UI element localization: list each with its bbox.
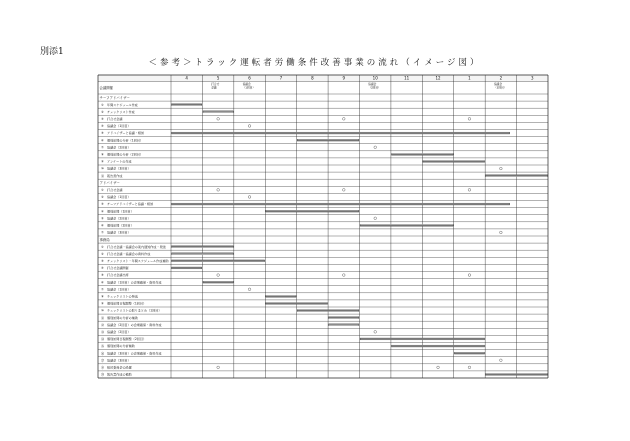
- row-number: ⑭: [101, 337, 105, 342]
- meeting-circle: [217, 118, 220, 121]
- header-row-background: [98, 75, 548, 82]
- row-number: ⑩: [101, 166, 104, 171]
- row-label: 打合せ会議・協議会の案内通知作成・発送: [107, 244, 166, 249]
- month-header-2: 2: [499, 75, 503, 81]
- row-number: ⑪: [101, 315, 105, 320]
- meeting-circle: [217, 366, 220, 369]
- month-header-5: 5: [216, 75, 220, 81]
- row-number: ⑦: [101, 287, 104, 292]
- row-number: ⑰: [101, 358, 105, 363]
- row-number: ②: [101, 109, 104, 114]
- meeting-circle: [342, 189, 345, 192]
- row-number: ⑨: [101, 301, 104, 306]
- row-label: 協議会（3回目）の会場確保・資料作成: [107, 351, 162, 356]
- row-label: 協議会（3回目）: [107, 166, 131, 171]
- row-label: チェックリスト・年間スケジュール作成補助: [107, 258, 169, 263]
- meeting-circle: [500, 231, 503, 234]
- row-number: ④: [101, 266, 104, 271]
- row-number: ⑤: [101, 131, 104, 136]
- row-label: 検討委員会の設置: [107, 365, 132, 370]
- meeting-circle: [248, 125, 251, 128]
- row-number: ⑥: [101, 223, 104, 228]
- document-label: 別添1: [40, 47, 64, 57]
- row-number: ⑫: [101, 322, 105, 327]
- month-header-4: 4: [185, 75, 188, 81]
- document-title: ＜参考＞トラック運転者労働条件改善事業の流れ（イメージ図）: [148, 58, 482, 68]
- row-label: 個別訪問（1回目）: [107, 209, 134, 214]
- row-label: 協議会（1回目）: [107, 124, 131, 129]
- meeting-circle: [468, 189, 471, 192]
- row-number: ①: [101, 187, 104, 192]
- meeting-note: （3回目）: [493, 85, 507, 90]
- row-label: 個別訪問の分析（1回目）: [107, 138, 143, 143]
- row-label: 個別訪問の分析補助: [107, 344, 135, 349]
- row-number: ⑥: [101, 138, 104, 143]
- row-number: ⑤: [101, 216, 104, 221]
- row-label: 協議会（1回目）: [107, 195, 131, 200]
- row-number: ⑮: [101, 344, 105, 349]
- meeting-circle: [374, 217, 377, 220]
- section-label: 会議開催: [99, 85, 114, 90]
- meeting-circle: [500, 167, 503, 170]
- meeting-circle: [342, 274, 345, 277]
- row-number: ⑦: [101, 230, 104, 235]
- month-header-9: 9: [342, 75, 346, 81]
- row-label: 打合せ会議・協議会の資料作成: [107, 251, 151, 256]
- row-number: ①: [101, 244, 104, 249]
- row-label: 報告書作成の補助: [107, 372, 132, 377]
- row-label: 打合せ会議: [107, 116, 123, 121]
- meeting-circle: [217, 189, 220, 192]
- row-number: ②: [101, 195, 104, 200]
- row-label: 協議会（2回目）の会場確保・資料作成: [107, 322, 162, 327]
- row-label: 協議会（2回目）: [107, 216, 131, 221]
- row-number: ⑩: [101, 308, 104, 313]
- row-label: チェックリスト作成: [107, 109, 135, 114]
- row-number: ⑱: [101, 365, 105, 370]
- month-header-11: 11: [404, 75, 410, 81]
- row-number: ③: [101, 258, 104, 263]
- section-label: アドバイザー: [99, 180, 120, 185]
- row-number: ⑥: [101, 280, 104, 285]
- row-label: 打合せ会議開催: [107, 266, 129, 271]
- month-header-12: 12: [435, 75, 441, 81]
- meeting-note: 打合せ: [211, 82, 220, 87]
- meeting-note: 会議: [211, 85, 217, 90]
- row-number: ③: [101, 116, 104, 121]
- meeting-note: （2回目）: [368, 85, 381, 90]
- row-number: ④: [101, 209, 104, 214]
- row-label: アンケートの作成: [107, 159, 132, 164]
- row-label: 打合せ会議出席: [107, 273, 129, 278]
- section-label: チーフアドバイザー: [99, 95, 130, 100]
- month-header-7: 7: [279, 75, 283, 81]
- month-header-3: 3: [531, 75, 534, 81]
- row-number: ②: [101, 251, 104, 256]
- month-header-10: 10: [372, 75, 378, 81]
- row-number: ③: [101, 202, 104, 207]
- meeting-circle: [342, 118, 345, 121]
- row-number: ⑯: [101, 351, 105, 356]
- row-number: ⑪: [101, 173, 105, 178]
- row-label: 個別訪問日程調整（2回目）: [107, 337, 147, 342]
- meeting-circle: [437, 366, 440, 369]
- row-label: アドバイザーと協議・相談: [107, 131, 145, 136]
- row-label: 個別訪問（2回目）: [107, 223, 134, 228]
- row-number: ⑦: [101, 145, 104, 150]
- row-label: チェックリストの取りまとめ（1回目）: [107, 308, 162, 313]
- row-number: ⑨: [101, 159, 104, 164]
- row-label: 打合せ会議: [107, 187, 123, 192]
- meeting-circle: [248, 288, 251, 291]
- meeting-circle: [500, 359, 503, 362]
- row-number: ⑲: [101, 372, 105, 377]
- meeting-circle: [468, 274, 471, 277]
- meeting-note: （1回目）: [242, 85, 256, 90]
- month-header-8: 8: [311, 75, 314, 81]
- row-label: 年間スケジュール作成: [107, 102, 138, 107]
- row-label: 協議会（2回目）: [107, 329, 131, 334]
- meeting-note: 協議会: [493, 82, 503, 87]
- meeting-note: 協議会: [368, 82, 377, 87]
- row-label: 協議会（3回目）: [107, 230, 131, 235]
- row-label: チーフアドバイザーと協議・相談: [107, 202, 154, 207]
- row-label: 協議会（3回目）: [107, 358, 131, 363]
- month-header-6: 6: [248, 75, 251, 81]
- meeting-circle: [217, 274, 220, 277]
- row-number: ⑤: [101, 273, 104, 278]
- meeting-note: 協議会: [242, 82, 251, 87]
- month-header-1: 1: [468, 75, 471, 81]
- meeting-circle: [248, 196, 251, 199]
- row-label: チェックリストの発送: [107, 294, 138, 299]
- row-label: 協議会（1回目）: [107, 287, 131, 292]
- row-label: 個別訪問日程調整（1回目）: [107, 301, 147, 306]
- row-number: ⑧: [101, 294, 104, 299]
- row-label: 報告書作成: [107, 173, 123, 178]
- row-number: ④: [101, 124, 104, 129]
- meeting-circle: [374, 331, 377, 334]
- meeting-circle: [468, 118, 471, 121]
- row-number: ①: [101, 102, 104, 107]
- meeting-circle: [374, 146, 377, 149]
- row-label: 協議会（1回目）の会場確保・資料作成: [107, 280, 162, 285]
- row-label: 個別訪問の分析の補助: [107, 315, 138, 320]
- row-label: 個別訪問の分析（2回目）: [107, 152, 143, 157]
- row-number: ⑬: [101, 329, 105, 334]
- row-number: ⑧: [101, 152, 104, 157]
- row-label: 協議会（2回目）: [107, 145, 131, 150]
- meeting-circle: [468, 366, 471, 369]
- section-label: 事務局: [99, 237, 110, 242]
